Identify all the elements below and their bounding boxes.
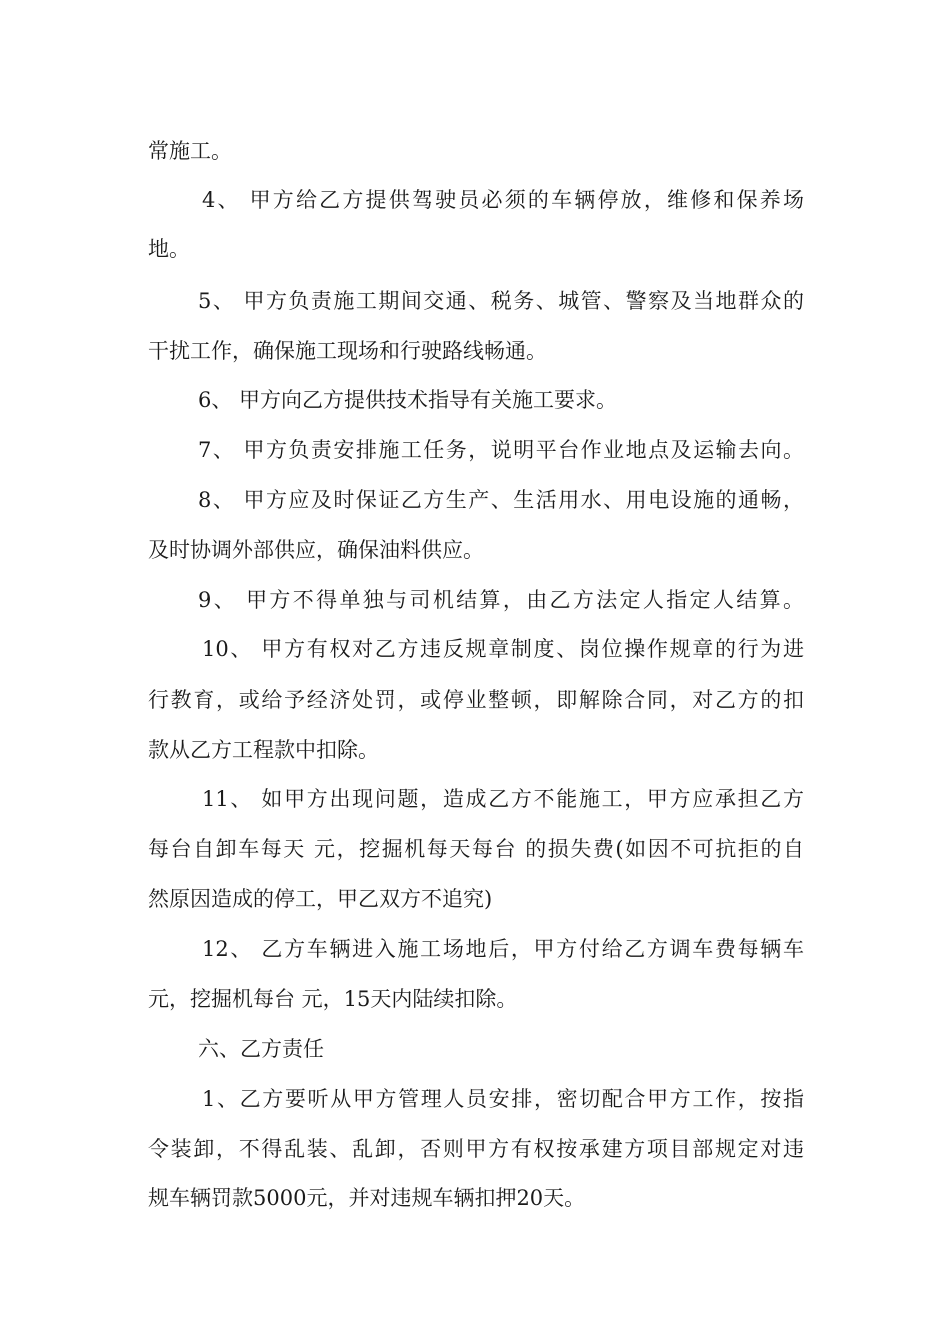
text-line: 行教育，或给予经济处罚，或停业整顿，即解除合同，对乙方的扣 [148, 688, 804, 712]
text-line: 然原因造成的停工，甲乙双方不追究) [148, 887, 493, 911]
clause-b1: 1、乙方要听从甲方管理人员安排，密切配合甲方工作，按指 [202, 1087, 804, 1111]
text-line: 元，挖掘机每台 元，15天内陆续扣除。 [148, 987, 518, 1011]
clause-4: 4、 甲方给乙方提供驾驶员必须的车辆停放，维修和保养场 [202, 188, 804, 212]
text-line: 地。 [148, 237, 190, 261]
text-line: 常施工。 [148, 139, 232, 163]
text-line: 令装卸，不得乱装、乱卸，否则甲方有权按承建方项目部规定对违 [148, 1137, 804, 1161]
clause-12: 12、 乙方车辆进入施工场地后，甲方付给乙方调车费每辆车 [202, 937, 804, 961]
text-line: 干扰工作，确保施工现场和行驶路线畅通。 [148, 339, 547, 363]
clause-5: 5、 甲方负责施工期间交通、税务、城管、警察及当地群众的 [198, 289, 804, 313]
text-line: 每台自卸车每天 元，挖掘机每天每台 的损失费(如因不可抗拒的自 [148, 837, 804, 861]
text-line: 规车辆罚款5000元，并对违规车辆扣押20天。 [148, 1186, 586, 1210]
clause-11: 11、 如甲方出现问题，造成乙方不能施工，甲方应承担乙方 [202, 787, 804, 811]
clause-8: 8、 甲方应及时保证乙方生产、生活用水、用电设施的通畅， [198, 488, 804, 512]
clause-9: 9、 甲方不得单独与司机结算，由乙方法定人指定人结算。 [198, 588, 804, 612]
text-line: 款从乙方工程款中扣除。 [148, 738, 379, 762]
text-line: 及时协调外部供应，确保油料供应。 [148, 538, 484, 562]
clause-6: 6、 甲方向乙方提供技术指导有关施工要求。 [198, 388, 618, 412]
clause-10: 10、 甲方有权对乙方违反规章制度、岗位操作规章的行为进 [202, 637, 804, 661]
clause-7: 7、 甲方负责安排施工任务，说明平台作业地点及运输去向。 [198, 438, 804, 462]
section-heading: 六、乙方责任 [198, 1037, 324, 1061]
